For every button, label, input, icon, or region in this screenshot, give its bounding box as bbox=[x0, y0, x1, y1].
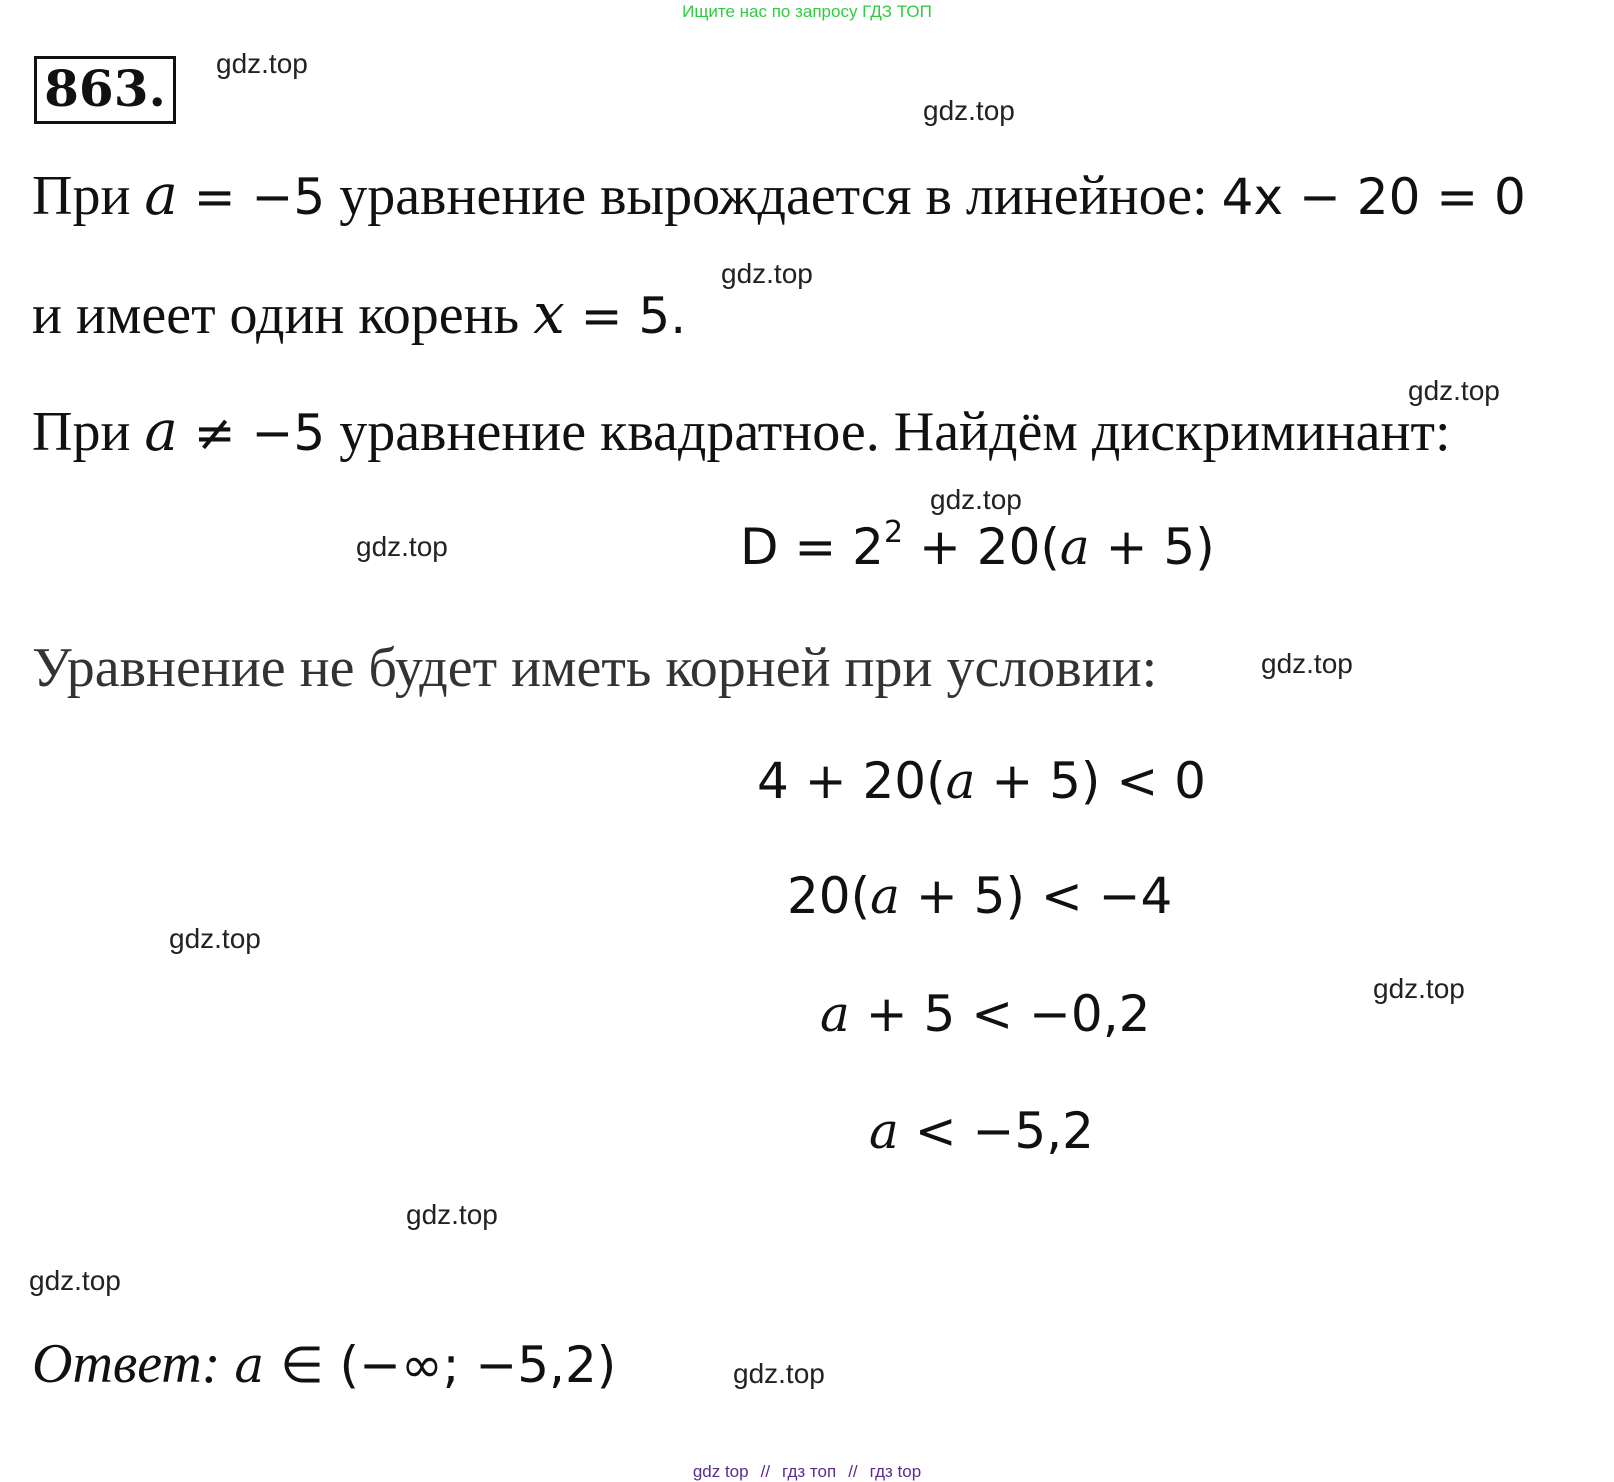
formula-part: 20( bbox=[787, 867, 871, 925]
formula-part: + 20( bbox=[903, 518, 1060, 576]
text: При bbox=[32, 165, 145, 227]
linear-equation: 4x − 20 = 0 bbox=[1221, 168, 1526, 226]
watermark: gdz.top bbox=[1408, 375, 1500, 406]
var-a: a bbox=[234, 1336, 265, 1394]
var-a: a bbox=[870, 867, 900, 925]
paragraph-no-roots-condition: Уравнение не будет иметь корней при условии: bbox=[32, 637, 1158, 699]
watermark: gdz.top bbox=[356, 531, 448, 562]
footer-separator: // bbox=[760, 1462, 771, 1481]
text: уравнение квадратное. Найдём дискриминант: bbox=[325, 401, 1451, 463]
watermark: gdz.top bbox=[923, 95, 1015, 126]
var-a: a bbox=[144, 163, 178, 228]
formula-part: + 5) < −4 bbox=[899, 867, 1173, 925]
problem-number: 863. bbox=[34, 56, 176, 124]
exponent: 2 bbox=[884, 515, 904, 550]
answer-label: Ответ: bbox=[32, 1333, 221, 1395]
formula-part: 4 + 20( bbox=[757, 752, 946, 810]
formula-part: + 5) bbox=[1089, 518, 1215, 576]
text: уравнение вырождается в линейное: bbox=[325, 165, 1222, 227]
watermark: gdz.top bbox=[930, 484, 1022, 515]
condition: ≠ −5 bbox=[177, 404, 326, 462]
root-value: = 5. bbox=[564, 287, 687, 345]
var-a: a bbox=[869, 1102, 899, 1160]
var-a: a bbox=[1059, 518, 1090, 576]
text: и имеет один корень bbox=[32, 284, 534, 346]
watermark: gdz.top bbox=[1373, 973, 1465, 1004]
paragraph-quadratic-case bbox=[32, 399, 1451, 464]
answer bbox=[32, 1333, 617, 1395]
var-a: a bbox=[144, 399, 178, 464]
formula-part: D = 2 bbox=[740, 518, 884, 576]
inequality-step-2 bbox=[787, 867, 1173, 925]
text: При bbox=[32, 401, 145, 463]
watermark: gdz.top bbox=[1261, 648, 1353, 679]
var-x: x bbox=[533, 282, 565, 347]
var-a: a bbox=[820, 985, 850, 1043]
top-banner: Ищите нас по запросу ГДЗ ТОП bbox=[682, 2, 932, 21]
discriminant-formula bbox=[740, 515, 1215, 576]
condition: = −5 bbox=[177, 168, 326, 226]
footer-links bbox=[0, 1462, 1614, 1482]
watermark: gdz.top bbox=[733, 1358, 825, 1389]
watermark: gdz.top bbox=[406, 1199, 498, 1230]
answer-value: ∈ (−∞; −5,2) bbox=[264, 1336, 617, 1394]
var-a: a bbox=[945, 752, 976, 810]
paragraph-linear-case bbox=[32, 163, 1526, 228]
watermark: gdz.top bbox=[169, 923, 261, 954]
paragraph-one-root bbox=[32, 282, 687, 347]
formula-part: + 5 < −0,2 bbox=[849, 985, 1151, 1043]
inequality-step-1 bbox=[757, 752, 1206, 810]
watermark: gdz.top bbox=[721, 258, 813, 289]
formula-part: + 5) < 0 bbox=[975, 752, 1206, 810]
formula-part: < −5,2 bbox=[898, 1102, 1094, 1160]
footer-link[interactable]: gdz top bbox=[692, 1462, 749, 1481]
inequality-step-4 bbox=[869, 1102, 1094, 1160]
watermark: gdz.top bbox=[29, 1265, 121, 1296]
inequality-step-3 bbox=[820, 985, 1151, 1043]
footer-link[interactable]: гдз top bbox=[869, 1462, 922, 1481]
watermark: gdz.top bbox=[216, 48, 308, 79]
footer-separator: // bbox=[848, 1462, 858, 1481]
footer-link[interactable]: гдз топ bbox=[782, 1462, 837, 1481]
